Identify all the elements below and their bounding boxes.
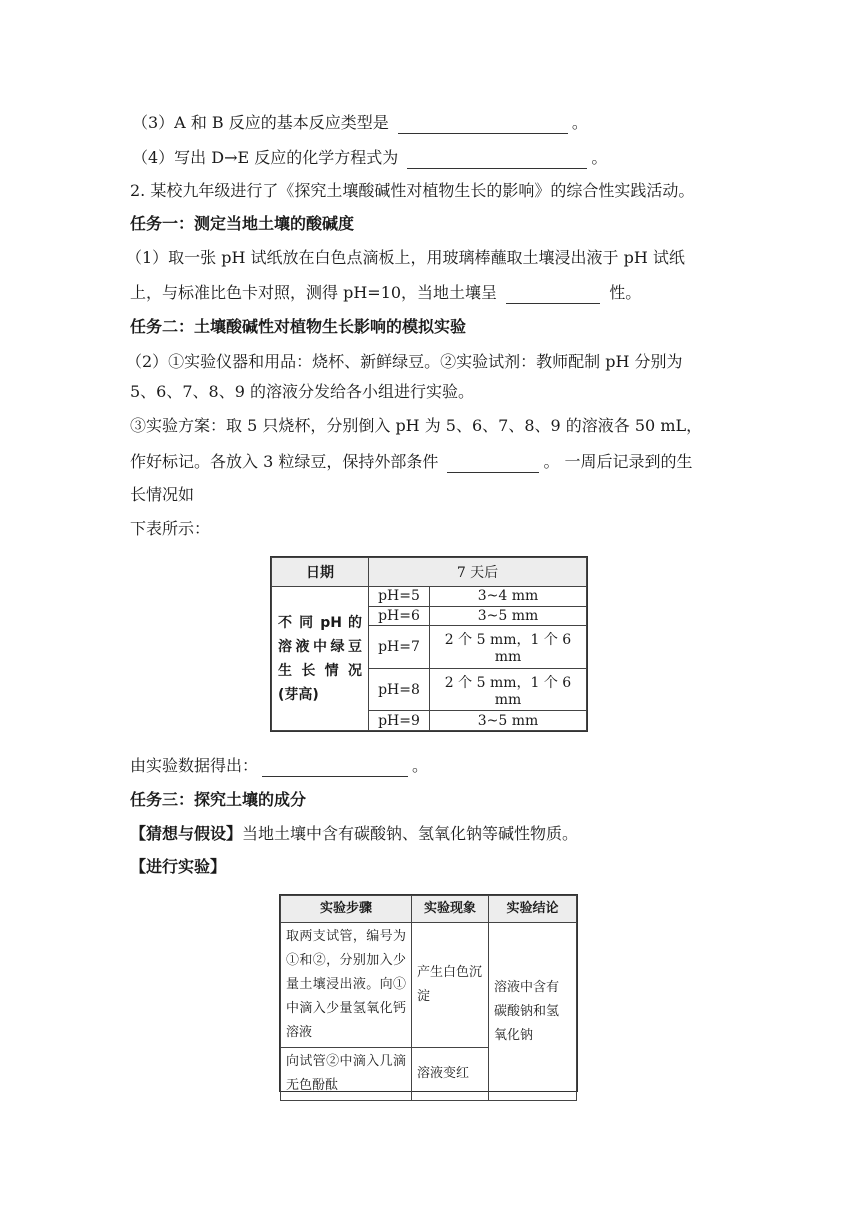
task2-line5: 长情况如 [130, 485, 195, 504]
table-row [272, 587, 587, 607]
growth-cell: 3~4 mm [430, 587, 587, 607]
step-cell: 向试管②中滴入几滴无色酚酞 [281, 1048, 412, 1101]
ph-cell: pH=8 [369, 668, 430, 711]
task2-line6: 下表所示： [130, 519, 211, 538]
task1-line2-end: 性。 [609, 283, 642, 302]
question-3 [132, 112, 588, 134]
growth-table-side-label: 不 同 pH 的 溶液中绿豆 生 长 情 况 (芽高) [272, 587, 369, 731]
conclusion-text: 由实验数据得出： [130, 756, 259, 775]
task1-line2 [130, 282, 641, 304]
task2-line4 [130, 451, 693, 473]
conclusion-line [130, 755, 428, 777]
task1-line2-text: 上，与标准比色卡对照，测得 pH=10，当地土壤呈 [130, 283, 498, 302]
hypothesis-text: 当地土壤中含有碳酸钠、氢氧化钠等碱性物质。 [242, 824, 579, 843]
task2-line2: 5、6、7、8、9 的溶液分发给各小组进行实验。 [130, 382, 474, 401]
step-cell: 取两支试管，编号为①和②，分别加入少量土壤浸出液。向①中滴入少量氢氧化钙溶液 [281, 923, 412, 1048]
ph-cell: pH=9 [369, 711, 430, 731]
growth-cell: 2 个 5 mm，1 个 6 mm [430, 626, 587, 669]
table-row [281, 923, 577, 1048]
answer-blank-q1[interactable] [506, 285, 600, 304]
task2-line3: ③实验方案：取 5 只烧杯，分别倒入 pH 为 5、6、7、8、9 的溶液各 50 mL， [130, 416, 703, 435]
phenomenon-cell: 溶液变红 [412, 1048, 489, 1101]
ph-cell: pH=7 [369, 626, 430, 669]
growth-table [270, 556, 588, 732]
task2-line4-end: 。 一周后记录到的生 [543, 452, 693, 471]
experiment-table-header-steps: 实验步骤 [281, 896, 412, 923]
growth-cell: 3~5 mm [430, 711, 587, 731]
experiment-table [279, 894, 578, 1092]
question-3-text: （3）A 和 B 反应的基本反应类型是 [132, 113, 389, 132]
question-4-end: 。 [591, 148, 608, 167]
phenomenon-cell: 产生白色沉淀 [412, 923, 489, 1048]
question-4 [132, 147, 607, 169]
task1-line1: （1）取一张 pH 试纸放在白色点滴板上，用玻璃棒蘸取土壤浸出液于 pH 试纸 [126, 248, 685, 267]
hypothesis-label: 【猜想与假设】 [130, 824, 243, 843]
growth-table-header-date: 日期 [272, 558, 369, 587]
task2-title: 任务二：土壤酸碱性对植物生长影响的模拟实验 [130, 317, 467, 336]
task2-line4-text: 作好标记。各放入 3 粒绿豆，保持外部条件 [130, 452, 439, 471]
task3-title: 任务三：探究土壤的成分 [130, 790, 307, 809]
task2-line1: （2）①实验仪器和用品：烧杯、新鲜绿豆。②实验试剂：教师配制 pH 分别为 [126, 352, 683, 371]
task1-title: 任务一：测定当地土壤的酸碱度 [130, 214, 355, 233]
conclusion-cell: 溶液中含有碳酸钠和氢氧化钠 [489, 923, 577, 1101]
answer-blank-q3[interactable] [398, 115, 568, 134]
problem-2-intro: 2. 某校九年级进行了《探究土壤酸碱性对植物生长的影响》的综合性实践活动。 [130, 181, 695, 200]
question-3-end: 。 [571, 113, 588, 132]
experiment-table-header-phenomenon: 实验现象 [412, 896, 489, 923]
growth-cell: 3~5 mm [430, 606, 587, 626]
answer-blank-conclusion[interactable] [262, 758, 408, 777]
experiment-label: 【进行实验】 [130, 857, 227, 876]
question-4-text: （4）写出 D→E 反应的化学方程式为 [132, 148, 399, 167]
growth-cell: 2 个 5 mm，1 个 6 mm [430, 668, 587, 711]
hypothesis-line [130, 823, 578, 845]
growth-table-header-days: 7 天后 [369, 558, 587, 587]
experiment-table-header-conclusion: 实验结论 [489, 896, 577, 923]
conclusion-end: 。 [412, 756, 429, 775]
ph-cell: pH=5 [369, 587, 430, 607]
answer-blank-q4[interactable] [407, 150, 587, 169]
answer-blank-q2[interactable] [447, 454, 539, 473]
ph-cell: pH=6 [369, 606, 430, 626]
